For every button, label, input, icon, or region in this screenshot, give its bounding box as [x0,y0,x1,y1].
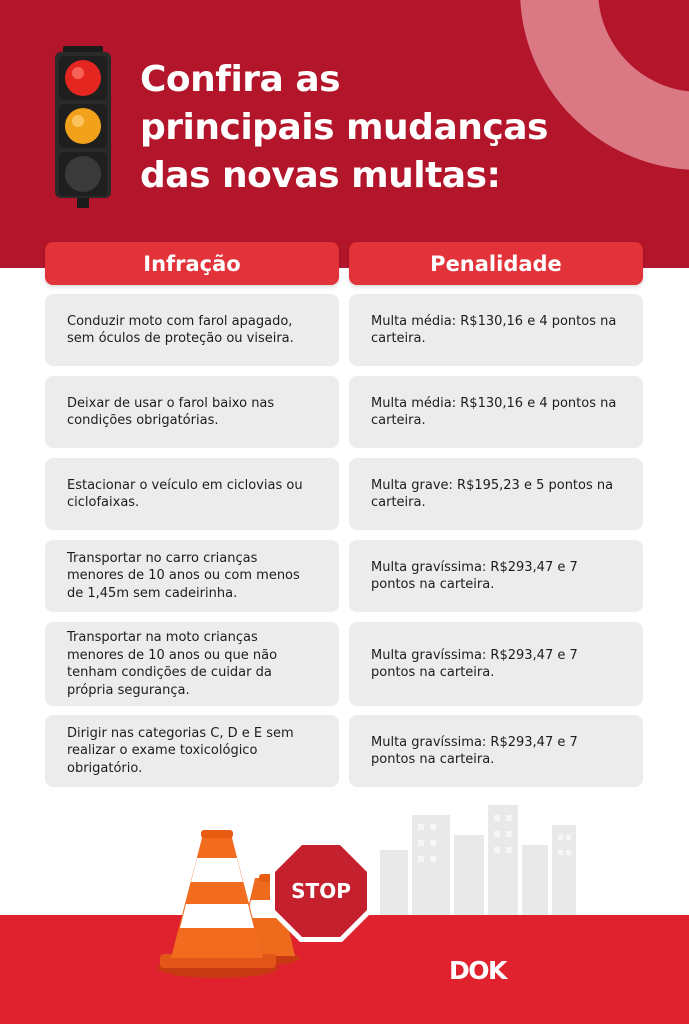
penalidade-cell: Multa gravíssima: R$293,47 e 7 pontos na carteira. [349,540,643,612]
penalidade-cell: Multa gravíssima: R$293,47 e 7 pontos na carteira. [349,715,643,787]
top-band [0,0,689,268]
infracao-cell: Transportar no carro crianças menores de 10 anos ou com menos de 1,45m sem cadeirinha. [45,540,339,612]
dok-logo: DOK [449,956,506,985]
infracao-cell: Transportar na moto crianças menores de 10 anos ou que não tenham condições de cuidar da própria segurança. [45,622,339,706]
stop-sign-label: STOP [291,879,351,903]
infracao-cell: Estacionar o veículo em ciclovias ou ciclofaixas. [45,458,339,530]
traffic-light-icon [55,46,111,208]
penalidade-cell: Multa média: R$130,16 e 4 pontos na carteira. [349,376,643,448]
penalidade-cell: Multa grave: R$195,23 e 5 pontos na carteira. [349,458,643,530]
penalidade-cell: Multa gravíssima: R$293,47 e 7 pontos na carteira. [349,622,643,706]
infracao-cell: Conduzir moto com farol apagado, sem óculos de proteção ou viseira. [45,294,339,366]
header-penalidade: Penalidade [349,242,643,285]
headline-line-3: das novas multas: [140,155,501,196]
infracao-cell: Deixar de usar o farol baixo nas condições obrigatórias. [45,376,339,448]
infracao-cell: Dirigir nas categorias C, D e E sem realizar o exame toxicológico obrigatório. [45,715,339,787]
city-skyline-icon [370,800,580,915]
headline [140,56,560,200]
header-infracao: Infração [45,242,339,285]
headline-line-2: principais mudanças [140,107,548,148]
penalidade-cell: Multa média: R$130,16 e 4 pontos na carteira. [349,294,643,366]
headline-line-1: Confira as [140,59,341,100]
